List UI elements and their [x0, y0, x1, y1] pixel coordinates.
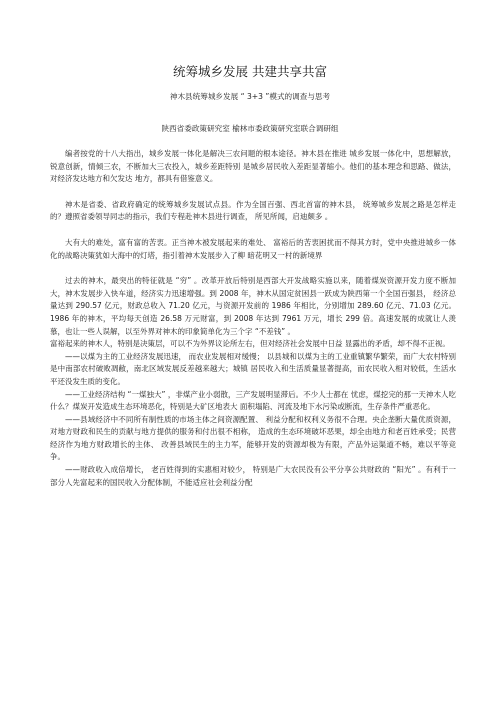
paragraph: 神木是省委、省政府确定的统筹城乡发展试点县。作为全国百强、西北首富的神木县， 统筹城乡发展之路是怎样走的？遵照省委领导同志的指示，我们专程赴神木县进行调查， 所见所闻，启迪颇多 。: [50, 199, 456, 222]
editor-note-paragraph: 编者按党的十八大指出，城乡发展一体化是解决三农问题的根本途径。神木县在推进 城乡发展一体化中，思想解放，锐意创新，情倾三农，不断加大三农投入，城乡差距特别 是城乡居民收入差距显著缩小。他们的基本理念和思路、做法，对经济发达地方和欠发达 地方，都具有借鉴意义。: [50, 149, 456, 184]
document-title: 统筹城乡发展 共建共享共富: [173, 64, 327, 79]
paragraph: 大有大的难处，富有富的苦衷。正当神木被发展起来的难处、 富裕后的苦衷困扰而不得其方时，党中央推进城乡一体化的战略决策犹如大海中的灯塔，指引着神木发展步入了柳 暗花明又一村的新境界: [50, 237, 456, 260]
paragraph: ——工业经济结构 “一煤独大” ，非煤产业小弱散，三产发展明显滞后。不少人士都在 忧虑，煤挖完的那一天神木人吃什么？煤炭开发造成生态环境恶化，特别是大矿区地表大 面积塌陷、河流及地下水污染或断流，生存条件严重恶化。: [50, 389, 456, 412]
paragraph: ——财政收入成倍增长， 老百姓得到的实惠相对较少， 特别是广大农民没有公平分享公共财政的 “阳光” 。有利于一部分人先富起来的国民收入分配体制，不能适应社会利益分配: [50, 465, 456, 487]
paragraph: ——县域经济中不同所有制性质的市场主体之间资源配置、 利益分配和权利义务很不合理。央企垄断大量优质资源，对地方财政和民生的贡献与地方提供的服务和付出很不相称， 造成的生态环境破坏恶果，却全由地方和老百姓承受；民营经济作为地方财政增长的主体、 改善县域民生的主力军，能够开发的资源却极为有限，产品外运渠道不畅，难以平等竞争。: [50, 414, 456, 462]
paragraph: 富裕起来的神木人，特别是决策层，可以不为外界议论所左右，但对经济社会发展中日益 显露出的矛盾，却不得不正视。: [50, 339, 450, 349]
article-body: [50, 148, 456, 489]
paragraph: ——以煤为主的工业经济发展迅速， 而农业发展相对缓慢； 以县城和以煤为主的工业重镇繁华繁荣，而广大农村特别是中南部农村破败凋敝，南北区域发展反差越来越大；城镇 居民收入和生活质量显著提高，而农民收入相对较低，生活水平还没发生质的变化。: [50, 351, 456, 386]
document-subtitle: 神木县统筹城乡发展 “ 3+3 ”模式的调查与思考: [169, 92, 331, 101]
paragraph: 过去的神木，最突出的特征就是 “穷” 。改革开放后特别是西部大开发战略实施以来，随着煤炭资源开发力度不断加大，神木发展步入快车道，经济实力迅速增强。到 2008 年，神木从国定贫困县一跃成为陕西第一个全国百强县， 经济总量达到 290.57 亿元，财政总收入 71.20 亿元，与资源开发前的 1986 年相比，分别增加 289.60 亿元、71.03 亿元。1986 年的神木，平均每天创造 26.58 万元财富，到 2008 年达到 7961 万元，增长 299 倍。高速发展的成就让人羡慕，也让一些人误解，以至外界对神木的印象简单化为三个字 “不差钱” 。: [50, 276, 456, 336]
author-affiliation: 陕西省委政策研究室 榆林市委政策研究室联合调研组: [161, 124, 339, 133]
